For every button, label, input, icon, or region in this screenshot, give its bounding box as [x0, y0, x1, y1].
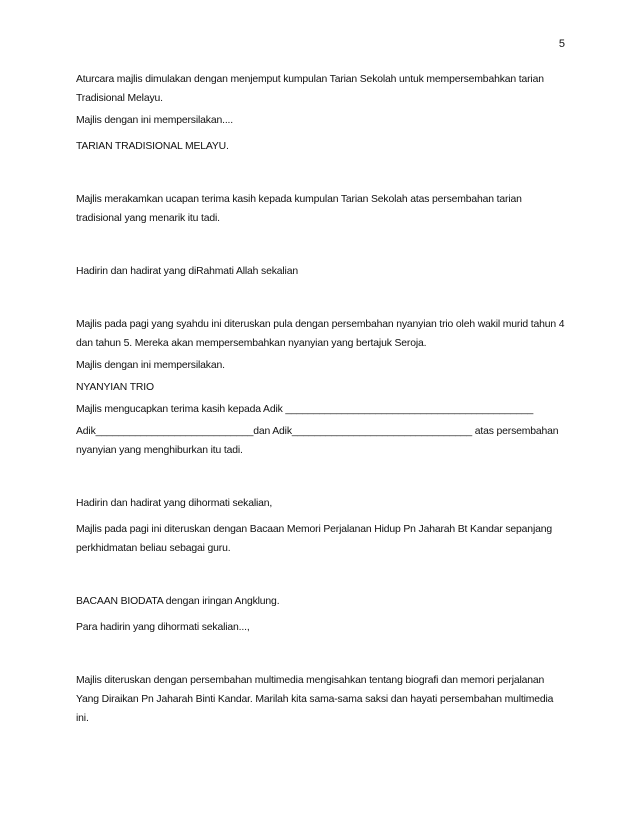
paragraph: Hadirin dan hadirat yang diRahmati Allah sekalian	[76, 266, 298, 277]
page-number: 5	[558, 38, 565, 50]
paragraph: TARIAN TRADISIONAL MELAYU.	[76, 141, 229, 152]
paragraph: Majlis mengucapkan terima kasih kepada Adik ____________________________________________	[76, 404, 534, 415]
paragraph: Majlis dengan ini mempersilakan.	[76, 360, 225, 371]
paragraph: Majlis merakamkan ucapan terima kasih kepada kumpulan Tarian Sekolah atas persembahan tarian tradisional yang menarik itu tadi.	[76, 194, 522, 224]
paragraph: BACAAN BIODATA dengan iringan Angklung.	[76, 596, 280, 607]
document-body	[76, 70, 566, 728]
paragraph: Para hadirin yang dihormati sekalian...,	[76, 622, 250, 633]
paragraph: NYANYIAN TRIO	[76, 382, 154, 393]
paragraph: Majlis pada pagi ini diteruskan dengan Bacaan Memori Perjalanan Hidup Pn Jaharah Bt Kandar sepanjang perkhidmatan beliau sebagai guru.	[76, 524, 552, 554]
paragraph: Aturcara majlis dimulakan dengan menjemput kumpulan Tarian Sekolah untuk mempersembahkan tarian Tradisional Melayu.	[76, 74, 544, 104]
paragraph: Adik____________________________dan Adik________________________________ atas persembahan nyanyian yang menghiburkan itu tadi.	[76, 426, 559, 456]
paragraph: Hadirin dan hadirat yang dihormati sekalian,	[76, 498, 273, 509]
paragraph: Majlis diteruskan dengan persembahan multimedia mengisahkan tentang biografi dan memori perjalanan Yang Diraikan Pn Jaharah Binti Kandar. Marilah kita sama-sama saksi dan hayati persembahan multimedia ini.	[76, 675, 554, 724]
paragraph: Majlis pada pagi yang syahdu ini diteruskan pula dengan persembahan nyanyian trio oleh wakil murid tahun 4 dan tahun 5. Mereka akan mempersembahkan nyanyian yang bertajuk Seroja.	[76, 319, 565, 349]
paragraph: Majlis dengan ini mempersilakan....	[76, 115, 234, 126]
